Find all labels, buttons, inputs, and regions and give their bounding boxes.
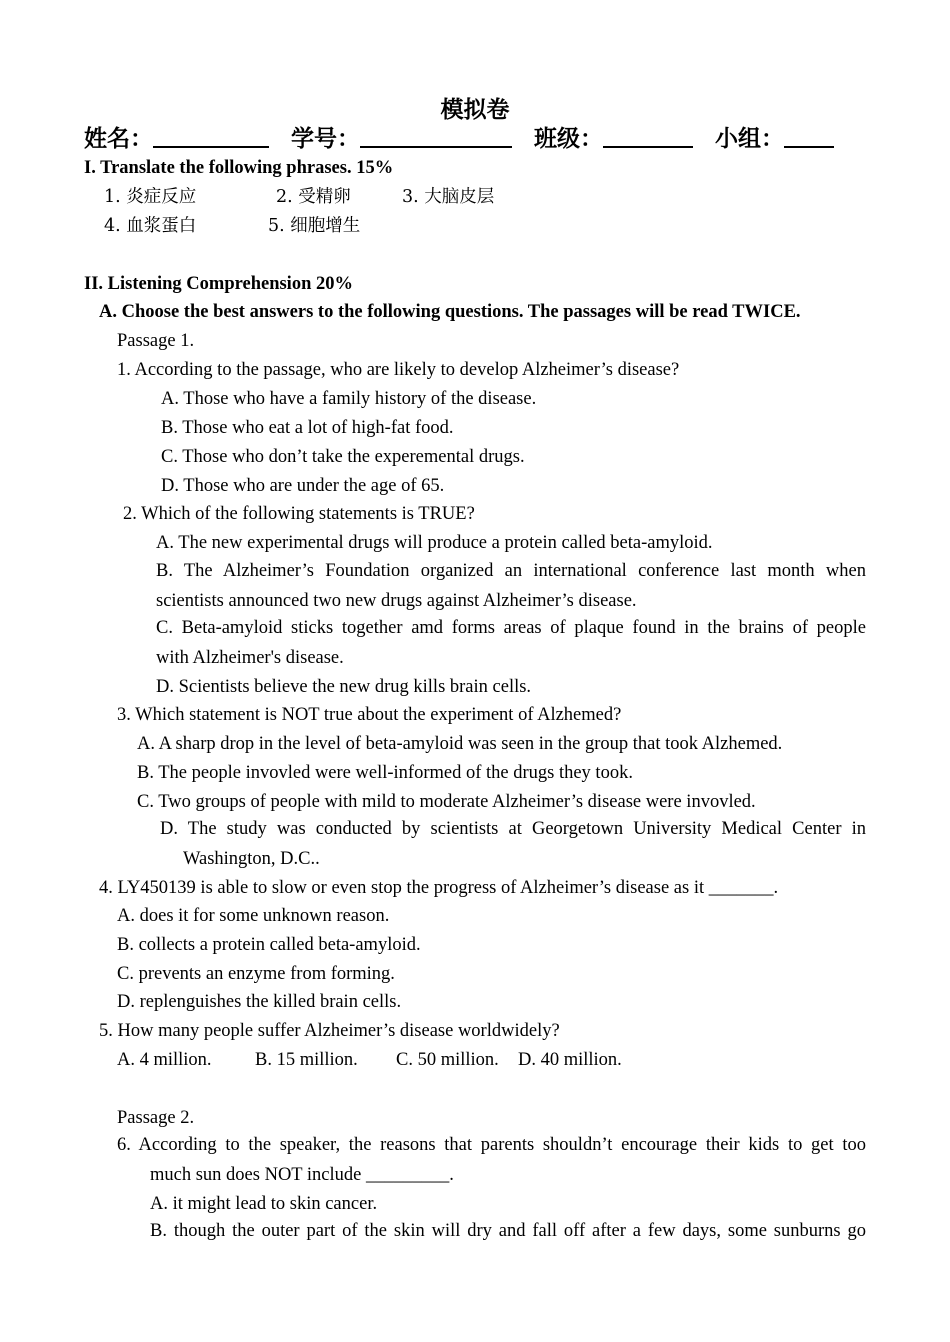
passage1-label: Passage 1. bbox=[117, 331, 195, 351]
part-a-instructions: A. Choose the best answers to the following questions. The passages will be read TWICE. bbox=[99, 302, 801, 322]
group-blank[interactable] bbox=[784, 124, 834, 148]
question-4-stem: 4. LY450139 is able to slow or even stop the progress of Alzheimer’s disease as it _______. bbox=[99, 878, 779, 898]
section1-heading: I. Translate the following phrases. 15% bbox=[84, 158, 394, 178]
q3-option-d-line1: D. The study was conducted by scientists at Georgetown University Medical Center in bbox=[160, 819, 866, 839]
q5-option-d: D. 40 million. bbox=[518, 1050, 622, 1070]
question-2-stem: 2. Which of the following statements is TRUE? bbox=[123, 504, 475, 524]
q1-option-d: D. Those who are under the age of 65. bbox=[161, 476, 445, 496]
question-5-stem: 5. How many people suffer Alzheimer’s disease worldwidely? bbox=[99, 1021, 560, 1041]
id-label: 学号： bbox=[291, 126, 361, 152]
q5-option-c: C. 50 million. bbox=[396, 1050, 499, 1070]
section2-heading: II. Listening Comprehension 20% bbox=[84, 274, 353, 294]
name-label: 姓名： bbox=[84, 126, 153, 152]
q2-option-c-line1: C. Beta-amyloid sticks together amd forms areas of plaque found in the brains of people bbox=[156, 618, 866, 638]
question-3-stem: 3. Which statement is NOT true about the experiment of Alzhemed? bbox=[117, 705, 622, 725]
id-blank[interactable] bbox=[360, 124, 512, 148]
q4-option-c: C. prevents an enzyme from forming. bbox=[117, 964, 395, 984]
q6-option-a: A. it might lead to skin cancer. bbox=[150, 1194, 378, 1214]
q2-option-b-line1: B. The Alzheimer’s Foundation organized an international conference last month when bbox=[156, 561, 866, 581]
group-label: 小组： bbox=[715, 126, 785, 152]
class-label: 班级： bbox=[534, 126, 604, 152]
passage2-label: Passage 2. bbox=[117, 1108, 195, 1128]
phrase-item: 1. 炎症反应 bbox=[104, 187, 197, 207]
name-blank[interactable] bbox=[153, 124, 269, 148]
page-title: 模拟卷 bbox=[440, 97, 510, 123]
phrase-item: 3. 大脑皮层 bbox=[402, 187, 495, 207]
q3-option-b: B. The people invovled were well-informed of the drugs they took. bbox=[137, 763, 633, 783]
student-info-header bbox=[84, 124, 854, 154]
q4-option-a: A. does it for some unknown reason. bbox=[117, 906, 390, 926]
q2-option-a: A. The new experimental drugs will produce a protein called beta-amyloid. bbox=[156, 533, 713, 553]
q5-option-a: A. 4 million. bbox=[117, 1050, 212, 1070]
q6-option-b-line1: B. though the outer part of the skin will dry and fall off after a few days, some sunburns go bbox=[150, 1221, 866, 1241]
question-1-stem: 1. According to the passage, who are likely to develop Alzheimer’s disease? bbox=[117, 360, 680, 380]
question-6-stem-line1: 6. According to the speaker, the reasons that parents shouldn’t encourage their kids to get too bbox=[117, 1135, 866, 1155]
phrase-item: 4. 血浆蛋白 bbox=[104, 216, 197, 236]
q2-option-c-line2: with Alzheimer's disease. bbox=[156, 648, 344, 668]
q1-option-a: A. Those who have a family history of the disease. bbox=[161, 389, 537, 409]
q4-option-b: B. collects a protein called beta-amyloid. bbox=[117, 935, 421, 955]
q1-option-b: B. Those who eat a lot of high-fat food. bbox=[161, 418, 454, 438]
q5-option-b: B. 15 million. bbox=[255, 1050, 358, 1070]
q3-option-d-line2: Washington, D.C.. bbox=[183, 849, 320, 869]
q4-option-d: D. replenguishes the killed brain cells. bbox=[117, 992, 402, 1012]
question-6-stem-line2: much sun does NOT include _________. bbox=[150, 1165, 454, 1185]
q3-option-a: A. A sharp drop in the level of beta-amyloid was seen in the group that took Alzhemed. bbox=[137, 734, 783, 754]
q1-option-c: C. Those who don’t take the experemental drugs. bbox=[161, 447, 525, 467]
phrase-item: 2. 受精卵 bbox=[276, 187, 351, 207]
q2-option-d: D. Scientists believe the new drug kills brain cells. bbox=[156, 677, 532, 697]
q3-option-c: C. Two groups of people with mild to moderate Alzheimer’s disease were invovled. bbox=[137, 792, 756, 812]
phrase-item: 5. 细胞增生 bbox=[268, 216, 361, 236]
q2-option-b-line2: scientists announced two new drugs against Alzheimer’s disease. bbox=[156, 591, 637, 611]
class-blank[interactable] bbox=[603, 124, 693, 148]
